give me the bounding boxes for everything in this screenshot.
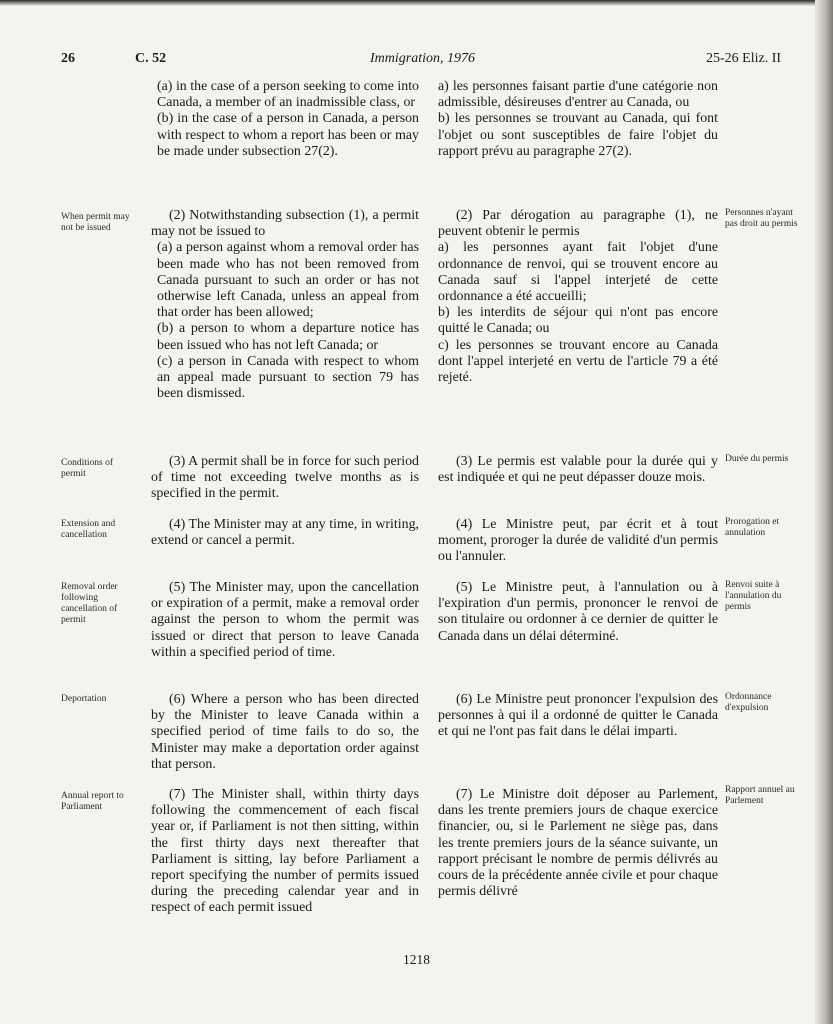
section-5-french [438,692,718,741]
paragraph: (6) Le Ministre peut prononcer l'expulsion des personnes à qui il a ordonné de quitter le Canada et qui ne l'ont pas fait dans le délai imparti. [438,692,718,740]
margin-note-fr-prorogation: Prorogation et annulation [725,517,780,538]
section-0-french [438,79,718,160]
margin-note-en-annual-report: Annual report to Parliament [61,791,124,812]
page-edge-shadow [815,0,833,1024]
margin-note-en-removal: Removal order following cancellation of permit [61,582,118,625]
margin-note-fr-renvoi: Renvoi suite à l'annulation du permis [725,580,782,612]
paragraph: (4) The Minister may at any time, in writing, extend or cancel a permit. [151,517,419,549]
paragraph: c) les personnes se trouvant encore au Canada dont l'appel interjeté en vertu de l'article 79 a été rejeté. [438,337,718,386]
header-title: Immigration, 1976 [370,51,475,66]
paragraph: (4) Le Ministre peut, par écrit et à tout moment, proroger la durée de validité d'un permis ou l'annuler. [438,517,718,565]
paragraph: (b) a person to whom a departure notice has been issued who has not left Canada; or [157,321,419,353]
section-4-english [151,580,419,661]
section-5-english [151,692,419,773]
paragraph: (7) Le Ministre doit déposer au Parlement, dans les trente premiers jours de chaque exercice financier, ou, si le Parlement ne siège pas, dans les trente premiers jours de la séance suivante, un rapport précisant le nombre de permis délivrés au cours de la précédente année civile et pour chaque permis délivré [438,787,718,900]
section-6-english [151,787,419,917]
section-2-english [151,454,419,503]
paragraph: a) les personnes faisant partie d'une catégorie non admissible, désireuses d'entrer au Canada, ou [438,79,718,111]
footer-page-number: 1218 [403,952,430,967]
paragraph: (6) Where a person who has been directed by the Minister to leave Canada within a specified period of time fails to do so, the Minister may make a deportation order against that person. [151,692,419,772]
header-page-number: 26 [61,51,75,66]
paragraph: (5) The Minister may, upon the cancellation or expiration of a permit, make a removal order against the person to whom the permit was issued or direct that person to leave Canada within a specified period of time. [151,580,419,660]
paragraph: (b) in the case of a person in Canada, a person with respect to whom a report has been or may be made under subsection 27(2). [157,111,419,159]
paragraph: (a) in the case of a person seeking to come into Canada, a member of an inadmissible class, or [157,79,419,111]
scan-top-shadow [0,0,833,6]
margin-note-en-conditions: Conditions of permit [61,458,113,479]
section-0-english [151,79,419,160]
margin-note-en-when-permit: When permit may not be issued [61,212,130,233]
paragraph: (5) Le Ministre peut, à l'annulation ou à l'expiration d'un permis, prononcer le renvoi de son titulaire ou ordonner à ce dernier de quitter le Canada dans un délai déterminé. [438,580,718,644]
paragraph: a) les personnes ayant fait l'objet d'une ordonnance de renvoi, qui se trouvent encore au Canada sauf si l'appel interjeté de cette ordonnance a été accueilli; [438,240,718,305]
paragraph: (3) Le permis est valable pour la durée qui y est indiquée et qui ne peut dépasser douze mois. [438,454,718,486]
paragraph: (7) The Minister shall, within thirty days following the commencement of each fiscal year or, if Parliament is not then sitting, within the first thirty days next thereafter that Parliament is sitting, lay before Parliament a report specifying the number of permits issued during the preceding calendar year and in respect of each permit issued [151,787,419,916]
paragraph: (3) A permit shall be in force for such period of time not exceeding twelve months as is specified in the permit. [151,454,419,502]
paragraph: (2) Notwithstanding subsection (1), a permit may not be issued to [151,208,419,240]
paragraph: b) les personnes se trouvant au Canada, qui font l'objet ou sont susceptibles de faire l'objet du rapport prévu au paragraphe 27(2). [438,111,718,159]
paragraph: (2) Par dérogation au paragraphe (1), ne peuvent obtenir le permis [438,208,718,240]
running-header [0,51,833,71]
section-4-french [438,580,718,645]
section-3-french [438,517,718,566]
section-3-english [151,517,419,549]
section-1-french [438,208,718,386]
section-6-french [438,787,718,900]
paragraph: (c) a person in Canada with respect to whom an appeal made pursuant to section 79 has been dismissed. [157,353,419,402]
margin-note-en-extension: Extension and cancellation [61,519,116,540]
paragraph: (a) a person against whom a removal order has been made who has not been removed from Canada pursuant to such an order or has not otherwise left Canada, unless an appeal from that order has been allowed; [157,240,419,321]
margin-note-fr-rapport: Rapport annuel au Parlement [725,785,795,806]
section-2-french [438,454,718,486]
paragraph: b) les interdits de séjour qui n'ont pas encore quitté le Canada; ou [438,305,718,337]
margin-note-en-deportation: Deportation [61,694,107,704]
section-1-english [151,208,419,402]
margin-note-fr-duree: Durée du permis [725,454,789,464]
header-chapter: C. 52 [135,51,167,66]
header-reign: 25-26 Eliz. II [706,51,782,66]
margin-note-fr-personnes: Personnes n'ayant pas droit au permis [725,208,798,229]
margin-note-fr-ordonnance: Ordonnance d'expulsion [725,692,772,713]
